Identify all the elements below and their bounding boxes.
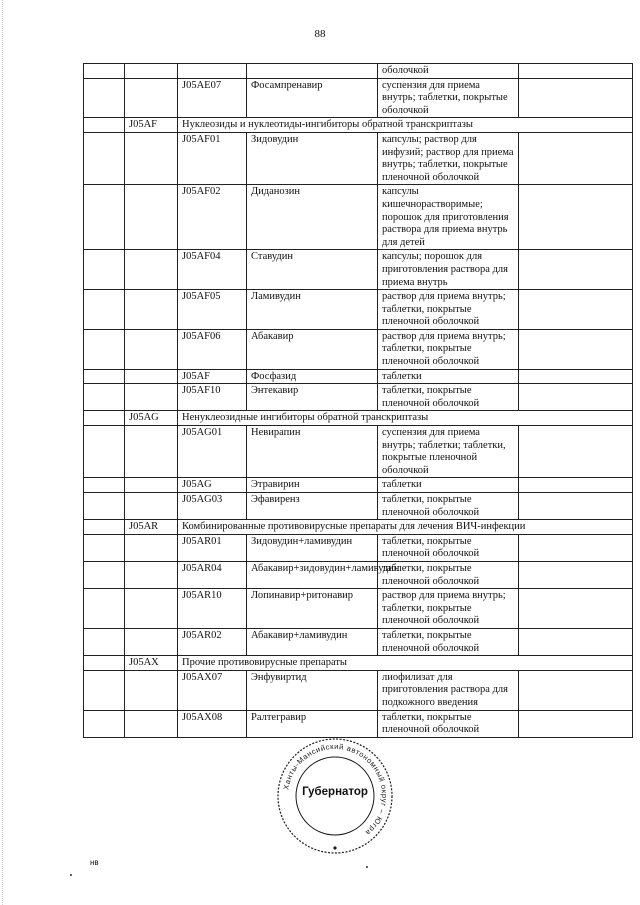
atc-code: J05AR04 [178,561,247,588]
table-row [84,493,633,520]
empty-cell [84,369,125,384]
dosage-form: таблетки, покрытые пленочной оболочкой [378,493,519,520]
dosage-form: раствор для приема внутрь; таблетки, покрытые пленочной оболочкой [378,290,519,330]
drug-name: Ламивудин [247,290,378,330]
group-code: J05AF [125,118,178,133]
atc-code: J05AX08 [178,710,247,737]
dosage-form: таблетки, покрытые пленочной оболочкой [378,628,519,655]
atc-code: J05AF10 [178,384,247,411]
table-row [84,561,633,588]
empty-cell [519,64,633,79]
empty-cell [519,710,633,737]
empty-cell [84,78,125,118]
empty-cell [125,589,178,629]
empty-cell [519,329,633,369]
empty-cell [125,478,178,493]
empty-cell [125,250,178,290]
dosage-form: суспензия для приема внутрь; таблетки; таблетки, покрытые пленочной оболочкой [378,426,519,478]
dosage-form: капсулы кишечнорастворимые; порошок для приготовления раствора для приема внутрь для детей [378,185,519,250]
drug-name [247,64,378,79]
drug-name: Абакавир [247,329,378,369]
table-row [84,78,633,118]
empty-cell [519,534,633,561]
empty-cell [125,290,178,330]
empty-cell [84,670,125,710]
table-row [84,132,633,184]
atc-code: J05AF06 [178,329,247,369]
empty-cell [519,561,633,588]
group-row [84,411,633,426]
atc-code: J05AG01 [178,426,247,478]
empty-cell [125,710,178,737]
group-code: J05AG [125,411,178,426]
empty-cell [519,426,633,478]
empty-cell [84,118,125,133]
empty-cell [519,384,633,411]
group-row [84,520,633,535]
drug-name: Зидовудин+ламивудин [247,534,378,561]
dosage-form: таблетки [378,478,519,493]
empty-cell [125,561,178,588]
group-row [84,118,633,133]
scan-edge [2,0,4,905]
empty-cell [519,185,633,250]
dosage-form: таблетки, покрытые пленочной оболочкой [378,561,519,588]
table-row [84,478,633,493]
empty-cell [125,384,178,411]
drug-name: Абакавир+зидовудин+ламивудин [247,561,378,588]
empty-cell [125,426,178,478]
empty-cell [519,670,633,710]
atc-code: J05AG [178,478,247,493]
atc-code: J05AF04 [178,250,247,290]
empty-cell [519,589,633,629]
group-title: Прочие противовирусные препараты [178,656,633,671]
atc-code: J05AF02 [178,185,247,250]
table-row [84,589,633,629]
drug-name: Ставудин [247,250,378,290]
seal-label: Губернатор [302,786,368,798]
atc-code: J05AR10 [178,589,247,629]
empty-cell [84,64,125,79]
table-row [84,426,633,478]
drug-name: Этравирин [247,478,378,493]
dosage-form: суспензия для приема внутрь; таблетки, покрытые оболочкой [378,78,519,118]
empty-cell [84,493,125,520]
dosage-form: таблетки, покрытые пленочной оболочкой [378,384,519,411]
empty-cell [519,478,633,493]
empty-cell [519,628,633,655]
scan-dot [70,874,72,876]
group-code: J05AX [125,656,178,671]
drug-name: Невирапин [247,426,378,478]
table-row [84,628,633,655]
empty-cell [519,132,633,184]
drug-name: Фосампренавир [247,78,378,118]
empty-cell [84,290,125,330]
dosage-form: оболочкой [378,64,519,79]
group-row [84,656,633,671]
empty-cell [125,329,178,369]
dosage-form: капсулы; раствор для инфузий; раствор для приема внутрь; таблетки, покрытые пленочной оболочкой [378,132,519,184]
dosage-form: таблетки [378,369,519,384]
empty-cell [84,329,125,369]
atc-code: J05AF05 [178,290,247,330]
drug-name: Энфувиртид [247,670,378,710]
dosage-form: лиофилизат для приготовления раствора для подкожного введения [378,670,519,710]
empty-cell [84,384,125,411]
dosage-form: таблетки, покрытые пленочной оболочкой [378,534,519,561]
dosage-form: капсулы; порошок для приготовления раствора для приема внутрь [378,250,519,290]
scan-dot [366,866,368,868]
table-row [84,710,633,737]
atc-code: J05AE07 [178,78,247,118]
table-row [84,534,633,561]
empty-cell [519,369,633,384]
table-row [84,64,633,79]
drug-name: Эфавиренз [247,493,378,520]
empty-cell [84,478,125,493]
group-title: Комбинированные противовирусные препараты для лечения ВИЧ-инфекции [178,520,633,535]
empty-cell [125,64,178,79]
empty-cell [84,628,125,655]
empty-cell [519,493,633,520]
empty-cell [519,290,633,330]
drug-name: Энтекавир [247,384,378,411]
dosage-form: таблетки, покрытые пленочной оболочкой [378,710,519,737]
drug-name: Зидовудин [247,132,378,184]
empty-cell [84,426,125,478]
table-row [84,329,633,369]
empty-cell [84,132,125,184]
empty-cell [84,589,125,629]
group-title: Ненуклеозидные ингибиторы обратной транскриптазы [178,411,633,426]
empty-cell [125,369,178,384]
group-code: J05AR [125,520,178,535]
group-title: Нуклеозиды и нуклеотиды-ингибиторы обратной транскриптазы [178,118,633,133]
empty-cell [125,670,178,710]
drug-name: Ралтегравир [247,710,378,737]
atc-code [178,64,247,79]
empty-cell [125,132,178,184]
drug-name: Диданозин [247,185,378,250]
svg-text:Ханты-Мансийский автономный ок: Ханты-Мансийский автономный округ – Югра [281,741,390,838]
footer-mark: нв [90,858,99,867]
dosage-form: раствор для приема внутрь; таблетки, покрытые пленочной оболочкой [378,589,519,629]
atc-code: J05AF [178,369,247,384]
empty-cell [125,628,178,655]
empty-cell [84,520,125,535]
drug-name: Фосфазид [247,369,378,384]
table-row [84,290,633,330]
table-row [84,250,633,290]
governor-seal [275,736,395,856]
table-row [84,369,633,384]
dosage-form: раствор для приема внутрь; таблетки, покрытые пленочной оболочкой [378,329,519,369]
drug-name: Лопинавир+ритонавир [247,589,378,629]
atc-code: J05AG03 [178,493,247,520]
empty-cell [84,534,125,561]
empty-cell [519,78,633,118]
empty-cell [125,185,178,250]
empty-cell [125,493,178,520]
atc-code: J05AF01 [178,132,247,184]
page-number: 88 [314,28,326,40]
empty-cell [84,185,125,250]
table-row [84,384,633,411]
drug-name: Абакавир+ламивудин [247,628,378,655]
empty-cell [125,534,178,561]
atc-code: J05AR01 [178,534,247,561]
atc-code: J05AR02 [178,628,247,655]
empty-cell [84,561,125,588]
empty-cell [84,656,125,671]
table-row [84,185,633,250]
empty-cell [125,78,178,118]
empty-cell [519,250,633,290]
atc-code: J05AX07 [178,670,247,710]
empty-cell [84,710,125,737]
empty-cell [84,250,125,290]
empty-cell [84,411,125,426]
table-row [84,670,633,710]
drug-table [83,63,633,738]
